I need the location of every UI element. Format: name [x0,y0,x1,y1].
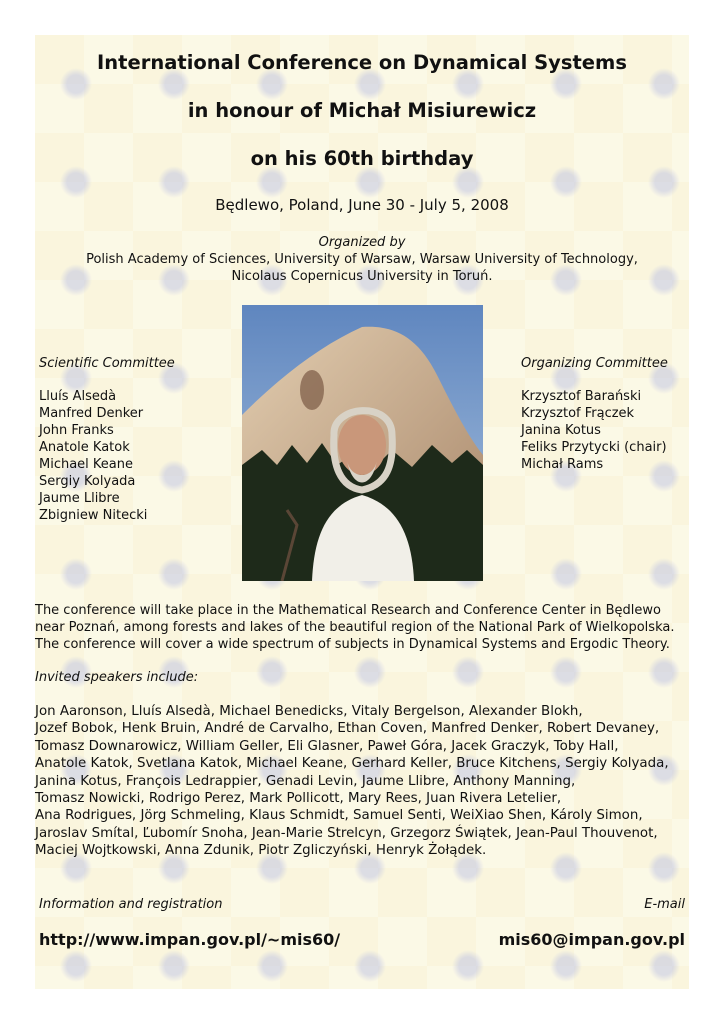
portrait-photo [242,305,483,581]
speakers-line: Jaroslav Smítal, Ľubomír Snoha, Jean-Marie Strelcyn, Grzegorz Świątek, Jean-Paul Thouvenot, [35,825,658,841]
poster [35,35,689,989]
committee-member: Krzysztof Barański [521,389,642,404]
committee-member: Michał Rams [521,457,604,472]
speakers-line: Tomasz Nowicki, Rodrigo Perez, Mark Pollicott, Mary Rees, Juan Rivera Letelier, [35,791,562,807]
committee-member: Anatole Katok [39,440,130,455]
organizing-committee [521,356,668,473]
description-line: The conference will take place in the Mathematical Research and Conference Center in Będlewo [35,603,661,618]
scientific-committee [39,356,175,524]
poster-content [35,35,689,989]
portrait-illustration [242,305,483,581]
committee-member: Michael Keane [39,457,134,472]
description-line: near Poznań, among forests and lakes of the beautiful region of the National Park of Wielkopolska. [35,620,675,635]
committee-member: Zbigniew Nitecki [39,508,148,523]
speakers-line: Anatole Katok, Svetlana Katok, Michael Keane, Gerhard Keller, Bruce Kitchens, Sergiy Kolyada, [35,756,669,772]
committee-member: John Franks [39,423,114,438]
information-label: Information and registration [39,897,223,912]
organized-by-label: Organized by [318,235,406,250]
committee-member: Krzysztof Frączek [521,406,635,421]
conference-description [35,602,689,653]
email-label: E-mail [644,897,685,912]
organizing-committee-title: Organizing Committee [521,356,668,371]
conference-url-link[interactable]: http://www.impan.gov.pl/~mis60/ [39,930,341,949]
speakers-line: Jon Aaronson, Lluís Alsedà, Michael Benedicks, Vitaly Bergelson, Alexander Blokh, [35,704,583,719]
scientific-committee-title: Scientific Committee [39,356,175,371]
invited-speakers-list [35,703,689,860]
speakers-line: Tomasz Downarowicz, William Geller, Eli Glasner, Paweł Góra, Jacek Graczyk, Toby Hall, [35,738,619,754]
title-line-2: in honour of Michał Misiurewicz [187,99,537,122]
committee-member: Janina Kotus [521,423,601,438]
speakers-line: Janina Kotus, François Ledrappier, Genadi Levin, Jaume Llibre, Anthony Manning, [35,773,576,789]
committee-member: Lluís Alsedà [39,389,117,404]
committee-member: Jaume Llibre [39,491,120,506]
committee-member: Manfred Denker [39,406,144,421]
contact-email-link[interactable]: mis60@impan.gov.pl [498,930,685,949]
title-line-1: International Conference on Dynamical Systems [97,51,627,74]
speakers-line: Jozef Bobok, Henk Bruin, André de Carvalho, Ethan Coven, Manfred Denker, Robert Devaney, [35,721,660,737]
description-line: The conference will cover a wide spectrum of subjects in Dynamical Systems and Ergodic Theory. [35,637,670,652]
title-line-3: on his 60th birthday [250,147,474,170]
location-dates: Będlewo, Poland, June 30 - July 5, 2008 [215,196,509,214]
speakers-line: Ana Rodrigues, Jörg Schmeling, Klaus Schmidt, Samuel Senti, WeiXiao Shen, Károly Simon, [35,808,643,824]
organizers-line: Nicolaus Copernicus University in Toruń. [231,269,493,284]
speakers-line: Maciej Wojtkowski, Anna Zdunik, Piotr Zgliczyński, Henryk Żołądek. [35,843,487,859]
organizers-line: Polish Academy of Sciences, University of Warsaw, Warsaw University of Technology, [86,252,638,267]
committee-member: Sergiy Kolyada [39,474,136,489]
organizers [35,251,689,285]
organizing-committee-list [521,388,668,473]
invited-speakers-label: Invited speakers include: [35,670,199,685]
committee-member: Feliks Przytycki (chair) [521,440,667,455]
scientific-committee-list [39,388,175,524]
